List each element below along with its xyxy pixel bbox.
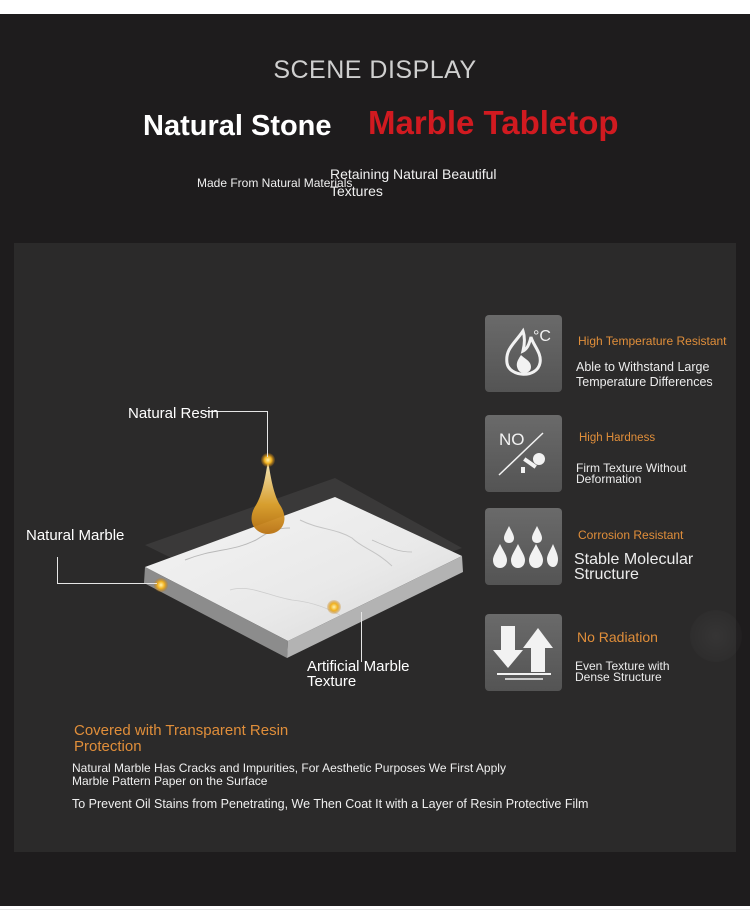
svg-text:°C: °C [533, 328, 551, 345]
title-natural-stone: Natural Stone [143, 110, 332, 142]
feature-title-corrosion: Corrosion Resistant [578, 528, 684, 542]
feature-title-radiation: No Radiation [577, 629, 658, 645]
resin-protection-title: Covered with Transparent Resin Protection [74, 722, 289, 755]
flame-celsius-icon [485, 315, 562, 392]
slab-top-face [145, 497, 462, 641]
label-natural-resin: Natural Resin [128, 405, 219, 422]
feature-desc-heat: Able to Withstand Large Temperature Differences [576, 360, 713, 389]
resin-protection-paragraph-2: To Prevent Oil Stains from Penetrating, We Then Coat It with a Layer of Resin Protective Film [72, 797, 589, 811]
leader-line-marble-v [57, 557, 58, 583]
label-natural-marble: Natural Marble [26, 527, 125, 544]
subtitle-natural-materials: Made From Natural Materials [197, 176, 353, 190]
label-artificial-marble: Artificial Marble Texture [307, 658, 410, 690]
marker-dot-artificial [327, 600, 341, 614]
feature-tile-corrosion [485, 508, 562, 585]
feature-title-heat: High Temperature Resistant [578, 334, 727, 348]
feature-desc-hardness: Firm Texture Without Deformation [576, 461, 687, 486]
resin-drop [252, 460, 285, 534]
marker-dot-resin [261, 453, 275, 467]
feature-tile-radiation [485, 614, 562, 691]
feature-title-hardness: High Hardness [579, 432, 656, 444]
resin-protection-paragraph-1: Natural Marble Has Cracks and Impurities, For Aesthetic Purposes We First Apply Marble Pattern Paper on the Surface [72, 761, 506, 788]
scene-title: SCENE DISPLAY [273, 56, 477, 84]
no-radiation-arrows-icon [485, 614, 562, 691]
feature-tile-hardness [485, 415, 562, 492]
feature-desc-corrosion: Stable Molecular Structure [574, 551, 694, 583]
feature-tile-heat [485, 315, 562, 392]
svg-text:NO: NO [499, 430, 525, 449]
bottom-divider [0, 909, 750, 910]
leader-line-resin-v [267, 411, 268, 457]
leader-line-marble-h [57, 583, 157, 584]
subtitle-natural-textures: Retaining Natural Beautiful Textures [330, 166, 497, 199]
title-marble-tabletop: Marble Tabletop [368, 104, 619, 141]
marker-dot-marble [154, 578, 168, 592]
water-drops-icon [485, 508, 562, 585]
no-key-scratch-icon [485, 415, 562, 492]
leader-line-artificial-v [361, 612, 362, 662]
feature-desc-radiation: Even Texture with Dense Structure [575, 659, 670, 684]
